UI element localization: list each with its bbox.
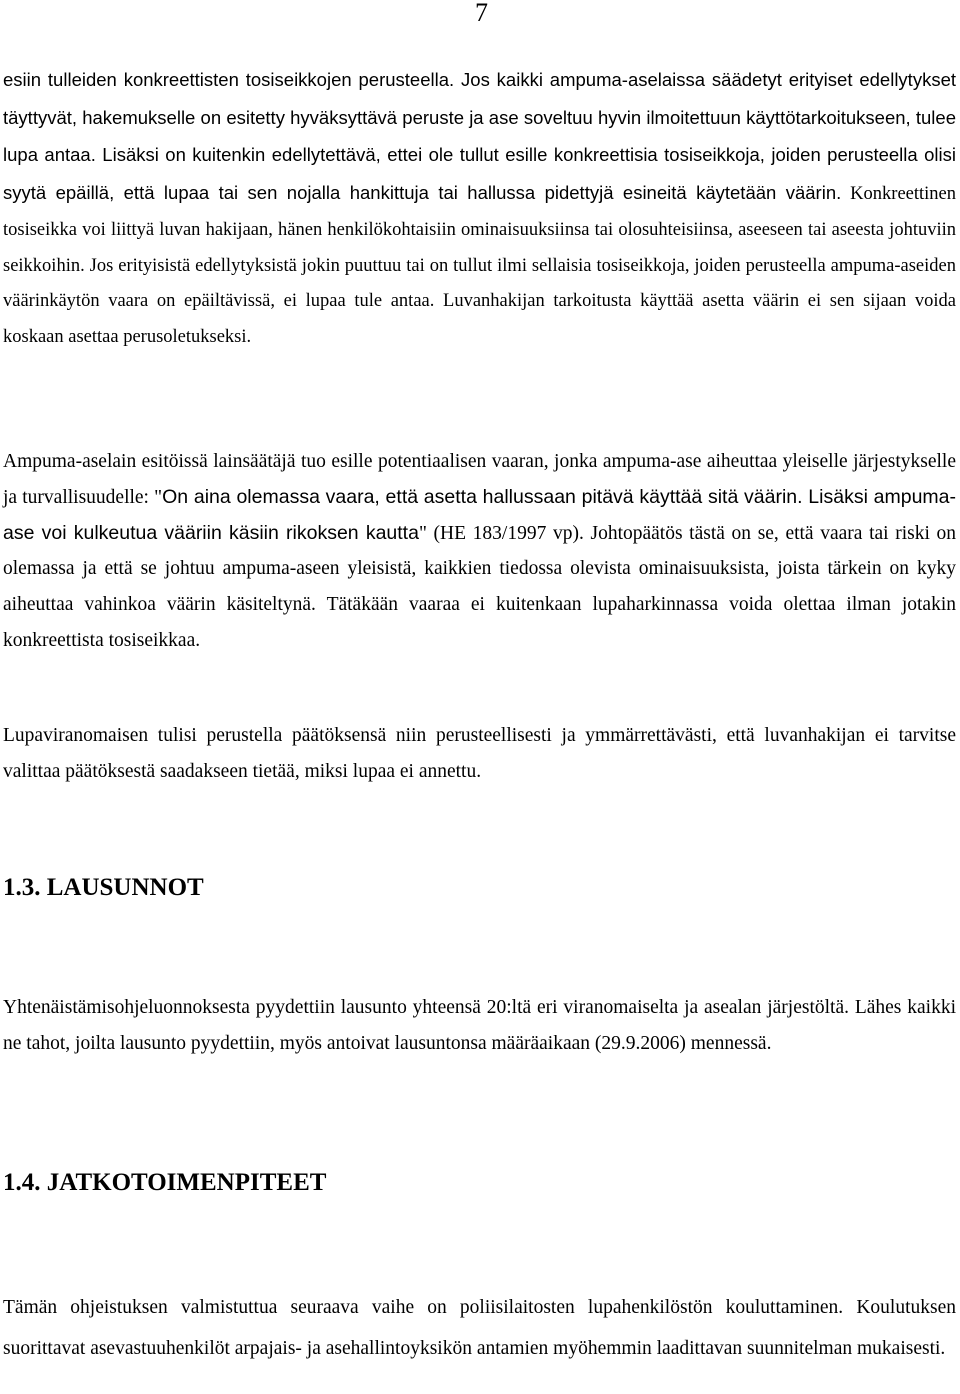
quoted-text: On aina olemassa vaara, että asetta hallussaan pitävä käyttää sitä väärin. Lisäksi ampuma-ase voi kulkeutua vääriin käsiin rikoksen kautta bbox=[3, 485, 956, 544]
section-heading-statements: 1.3. LAUSUNNOT bbox=[3, 874, 204, 901]
paragraph-text: Ampuma-aselain esitöissä lainsäätäjä tuo esille potentiaalisen vaaran, jonka ampuma-ase aiheuttaa yleiselle järjestykselle ja turvallisuudelle: " bbox=[3, 451, 956, 508]
paragraph-statements: Yhtenäistämisohjeluonnoksesta pyydettiin lausunto yhteensä 20:ltä eri viranomaiselta ja asealan järjestöltä. Lähes kaikki ne tahot, joilta lausunto pyydettiin, myös antoivat lausuntonsa määräaikaan (29.9.2006) mennessä. bbox=[3, 997, 956, 1054]
paragraph-text-serif: Konkreettinen tosiseikka voi liittyä luvan hakijaan, hänen henkilökohtaisiin ominaisuuksiinsa tai olosuhteisiinsa, aseeseen tai aseesta johtuviin seikkoihin. Jos erityisistä edellytyksistä jokin puuttuu tai on tullut ilmi sellaisia tosiseikkoja, joiden perusteella ampuma-aseiden väärinkäytön vaara on epäiltävissä, ei lupaa tule antaa. Luvanhakijan tarkoitusta käyttää asetta väärin ei sen sijaan voida koskaan asettaa perusoletukseksi. bbox=[3, 184, 956, 347]
paragraph-legislative-history bbox=[3, 444, 956, 659]
paragraph-license-conditions bbox=[3, 62, 956, 356]
page-number: 7 bbox=[475, 0, 488, 27]
paragraph-text: " (HE 183/1997 vp). Johtopäätös tästä on se, että vaara tai riski on olemassa ja että se johtuu ampuma-aseen yleisistä, kaikkien tiedossa olevista ominaisuuksista, joista tärkein on kyky aiheuttaa vahinkoa väärin käsiteltynä. Tätäkään vaaraa ei kuitenkaan lupaharkinnassa voida olettaa ilman jotakin konkreettista tosiseikkaa. bbox=[3, 522, 956, 651]
paragraph-justification: Lupaviranomaisen tulisi perustella päätöksensä niin perusteellisesti ja ymmärrettävästi, että luvanhakijan ei tarvitse valittaa päätöksestä saadakseen tietää, miksi lupaa ei annettu. bbox=[3, 725, 956, 782]
section-heading-follow-up: 1.4. JATKOTOIMENPITEET bbox=[3, 1169, 327, 1196]
paragraph-follow-up: Tämän ohjeistuksen valmistuttua seuraava vaihe on poliisilaitosten lupahenkilöstön kouluttaminen. Koulutuksen suorittavat asevastuuhenkilöt arpajais- ja asehallintoyksikön antamien myöhemmin laadittavan suunnitelman mukaisesti. bbox=[3, 1297, 956, 1359]
paragraph-text-sans: esiin tulleiden konkreettisten tosiseikkojen perusteella. Jos kaikki ampuma-aselaissa säädetyt erityiset edellytykset täyttyvät, hakemukselle on esitetty hyväksyttävä peruste ja ase soveltuu hyvin ilmoitettuun käyttötarkoitukseen, tulee lupa antaa. Lisäksi on kuitenkin edellytettävä, ettei ole tullut esille konkreettisia tosiseikkoja, joiden perusteella olisi syytä epäillä, että lupaa tai sen nojalla hankittuja tai hallussa pidettyjä esineitä käytetään väärin. bbox=[3, 69, 956, 204]
